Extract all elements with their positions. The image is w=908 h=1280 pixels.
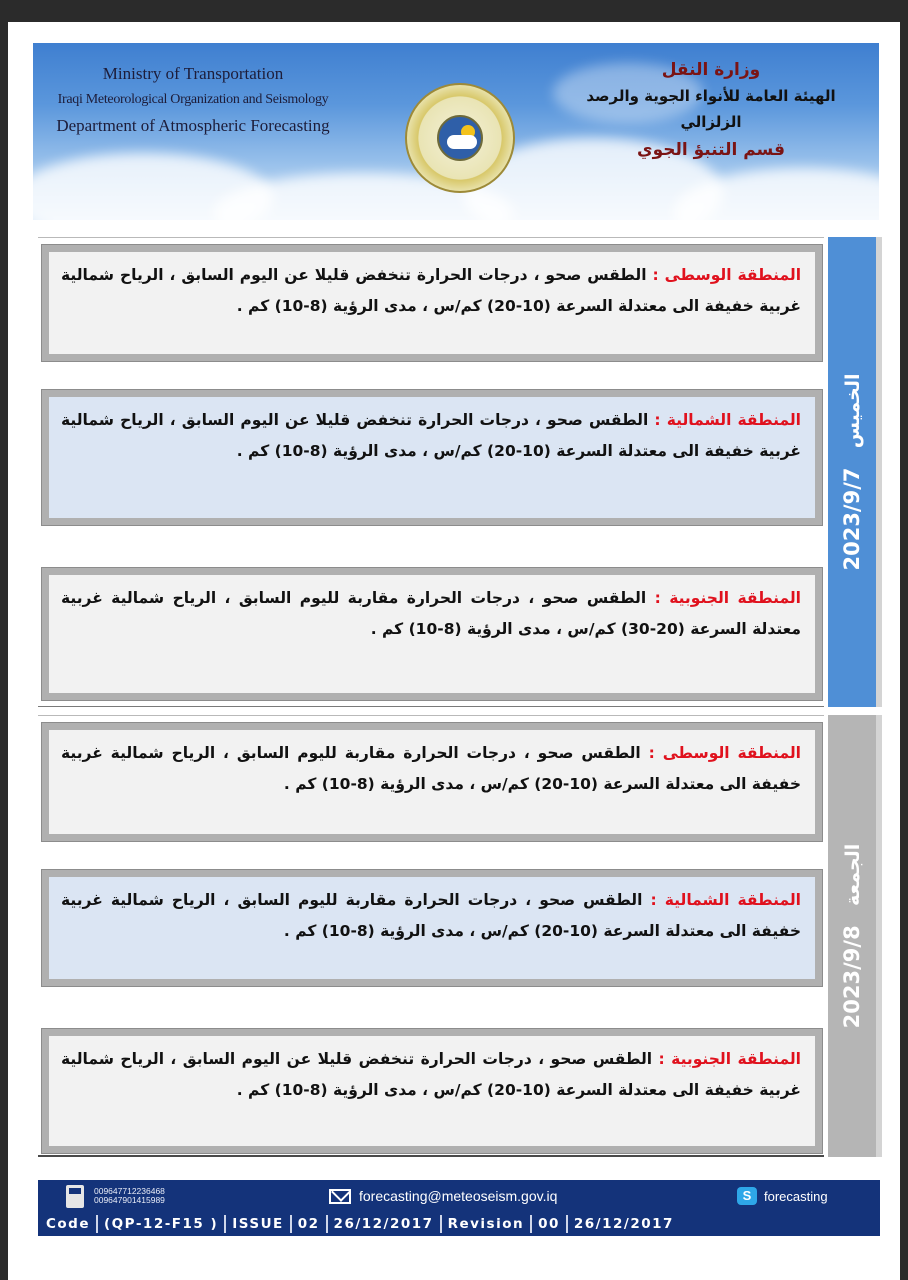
phone-icon	[66, 1185, 84, 1208]
date-bar	[826, 237, 882, 707]
date-bar	[826, 715, 882, 1157]
header-arabic	[561, 57, 861, 165]
region-forecast: الطقس صحو ، درجات الحرارة تنخفض قليلا عن اليوم السابق ، الرياح شمالية غربية خفيفة الى معتدلة السرعة (10-20) كم/س ، مدى الرؤية (8-10) كم .	[61, 1050, 801, 1099]
mail-icon	[329, 1189, 351, 1204]
region-forecast: الطقس صحو ، درجات الحرارة مقاربة لليوم السابق ، الرياح شمالية غربية معتدلة السرعة (20-30) كم/س ، مدى الرؤية (8-10) كم .	[61, 589, 801, 638]
phone-number-1: 009647712236468	[94, 1186, 165, 1196]
document-control	[38, 1214, 880, 1234]
region-central	[42, 723, 822, 841]
phone-numbers	[94, 1187, 165, 1205]
region-name: المنطقة الجنوبية :	[658, 1050, 801, 1068]
region-name: المنطقة الجنوبية :	[654, 589, 801, 607]
forecast-day-name: الخميس	[842, 373, 864, 449]
ministry-name-ar: وزارة النقل	[661, 60, 761, 80]
issue-date: 26/12/2017	[326, 1215, 440, 1233]
region-forecast: الطقس صحو ، درجات الحرارة تنخفض قليلا عن اليوم السابق ، الرياح شمالية غربية خفيفة الى معتدلة السرعة (10-20) كم/س ، مدى الرؤية (8-10) كم .	[61, 266, 801, 315]
email-link[interactable]: forecasting@meteoseism.gov.iq	[359, 1188, 558, 1204]
top-bar	[0, 0, 908, 22]
forecast-date: 2023/9/7	[840, 467, 864, 571]
code-value: (QP-12-F15 )	[96, 1215, 224, 1233]
header-banner	[33, 43, 879, 220]
ministry-name-en: Ministry of Transportation	[102, 64, 284, 83]
left-edge	[0, 22, 8, 1280]
region-name: المنطقة الشمالية :	[654, 411, 801, 429]
footer-contacts	[38, 1180, 880, 1212]
organization-logo	[405, 83, 515, 193]
organization-name-en: Iraqi Meteorological Organization and Seismology	[57, 92, 329, 107]
region-central	[42, 245, 822, 361]
skype-handle[interactable]: forecasting	[764, 1189, 828, 1204]
region-forecast: الطقس صحو ، درجات الحرارة مقاربة لليوم السابق ، الرياح شمالية غربية خفيفة الى معتدلة السرعة (10-20) كم/س ، مدى الرؤية (8-10) كم .	[61, 744, 801, 793]
region-forecast: الطقس صحو ، درجات الحرارة مقاربة لليوم السابق ، الرياح شمالية غربية خفيفة الى معتدلة السرعة (10-20) كم/س ، مدى الرؤية (8-10) كم .	[61, 891, 801, 940]
department-name-en: Department of Atmospheric Forecasting	[56, 116, 330, 135]
right-edge	[900, 22, 908, 1280]
department-name-ar: قسم التنبؤ الجوي	[637, 140, 785, 160]
issue-label: ISSUE	[224, 1215, 290, 1233]
organization-name-ar: الهيئة العامة للأنواء الجوية والرصد الزلزالي	[586, 87, 836, 131]
region-south	[42, 1029, 822, 1153]
region-north	[42, 870, 822, 986]
revision-label: Revision	[440, 1215, 531, 1233]
forecast-date: 2023/9/8	[840, 925, 864, 1029]
region-forecast: الطقس صحو ، درجات الحرارة تنخفض قليلا عن اليوم السابق ، الرياح شمالية غربية خفيفة الى معتدلة السرعة (10-20) كم/س ، مدى الرؤية (8-10) كم .	[61, 411, 801, 460]
revision-date: 26/12/2017	[566, 1215, 680, 1233]
region-south	[42, 568, 822, 700]
skype-icon: S	[737, 1187, 757, 1205]
issue-value: 02	[290, 1215, 326, 1233]
code-label: Code	[46, 1216, 91, 1232]
region-north	[42, 390, 822, 525]
forecast-day-2	[38, 715, 882, 1157]
region-name: المنطقة الوسطى :	[648, 744, 801, 762]
phone-number-2: 009647901415989	[94, 1195, 165, 1205]
region-name: المنطقة الوسطى :	[652, 266, 802, 284]
weather-icon	[437, 115, 483, 161]
region-name: المنطقة الشمالية :	[650, 891, 801, 909]
forecast-day-name: الجمعة	[842, 843, 864, 906]
header-english	[33, 61, 353, 139]
revision-value: 00	[530, 1215, 566, 1233]
footer	[38, 1180, 880, 1236]
forecast-day-1	[38, 237, 882, 707]
